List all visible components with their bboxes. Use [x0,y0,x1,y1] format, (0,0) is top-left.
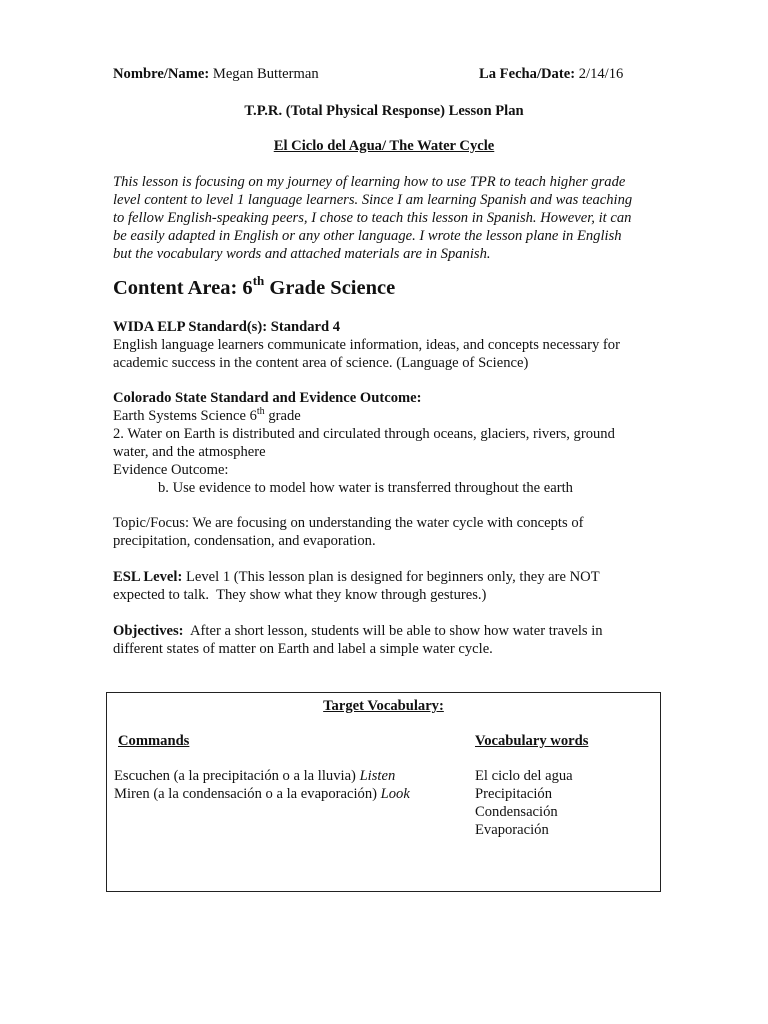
wida-section [113,318,620,372]
intro-paragraph [113,173,632,263]
command-text: Miren (a la condensación o a la evaporación) [114,786,381,802]
esl-text: Level 1 (This lesson plan is designed for beginners only, they are NOT [182,569,600,585]
date-value: 2/14/16 [578,66,624,82]
colorado-section [113,389,615,497]
date-label: La Fecha/Date: [479,66,576,82]
esl-line: expected to talk. They show what they know through gestures.) [113,587,487,603]
intro-line: but the vocabulary words and attached materials are in Spanish. [113,246,491,262]
vocab-words-header: Vocabulary words [475,733,589,749]
command-item [114,767,410,785]
objectives-section [113,622,603,658]
vocab-words-list [475,767,573,839]
date-field [479,65,623,83]
colorado-grade-prefix: Earth Systems Science 6 [113,408,257,424]
topic-line: precipitation, condensation, and evaporation. [113,533,376,549]
topic-line: Topic/Focus: We are focusing on understanding the water cycle with concepts of [113,515,584,531]
name-label: Nombre/Name: [113,66,210,82]
page-title: T.P.R. (Total Physical Response) Lesson Plan [244,103,524,119]
colorado-grade-sup: th [256,406,265,418]
colorado-line [113,407,615,425]
colorado-heading: Colorado State Standard and Evidence Outcome: [113,390,422,406]
wida-line: English language learners communicate information, ideas, and concepts necessary for [113,337,620,353]
target-vocabulary-box [106,692,661,892]
commands-header: Commands [118,733,190,749]
vocab-box-title: Target Vocabulary: [323,698,444,714]
esl-label: ESL Level: [113,569,183,585]
objectives-label: Objectives: [113,623,184,639]
command-gloss: Look [380,786,410,802]
colorado-line: water, and the atmosphere [113,444,266,460]
content-area-sup: th [252,273,265,289]
vocab-word: Evaporación [475,822,549,838]
content-area-heading [113,273,396,300]
topic-section [113,514,583,550]
colorado-evidence-line: b. Use evidence to model how water is transferred throughout the earth [158,480,573,496]
colorado-line: 2. Water on Earth is distributed and circulated through oceans, glaciers, rivers, ground [113,426,615,442]
vocab-word: El ciclo del agua [475,768,573,784]
intro-line: be easily adapted in English or any other language. I wrote the lesson plane in English [113,228,622,244]
esl-line [113,568,600,586]
command-gloss: Listen [359,768,396,784]
page-subtitle: El Ciclo del Agua/ The Water Cycle [273,138,495,154]
objectives-text: After a short lesson, students will be able to show how water travels in [183,623,603,639]
name-field [113,65,319,83]
command-text: Escuchen (a la precipitación o a la lluvia) [114,768,360,784]
colorado-grade-suffix: grade [264,408,301,424]
esl-section [113,568,600,604]
commands-list [114,767,410,803]
vocab-word: Condensación [475,804,558,820]
command-item [114,785,410,803]
colorado-line: Evidence Outcome: [113,462,229,478]
objectives-line [113,622,603,640]
intro-line: to fellow English-speaking peers, I chose to teach this lesson in Spanish. However, it can [113,210,632,226]
intro-line: This lesson is focusing on my journey of learning how to use TPR to teach higher grade [113,174,626,190]
content-area-suffix: Grade Science [264,277,396,299]
vocab-word: Precipitación [475,786,552,802]
intro-line: level content to level 1 language learners. Since I am learning Spanish and was teaching [113,192,633,208]
wida-line: academic success in the content area of science. (Language of Science) [113,355,529,371]
name-value: Megan Butterman [212,66,319,82]
content-area-prefix: Content Area: 6 [113,277,253,299]
objectives-line: different states of matter on Earth and label a simple water cycle. [113,641,493,657]
wida-heading: WIDA ELP Standard(s): Standard 4 [113,319,341,335]
